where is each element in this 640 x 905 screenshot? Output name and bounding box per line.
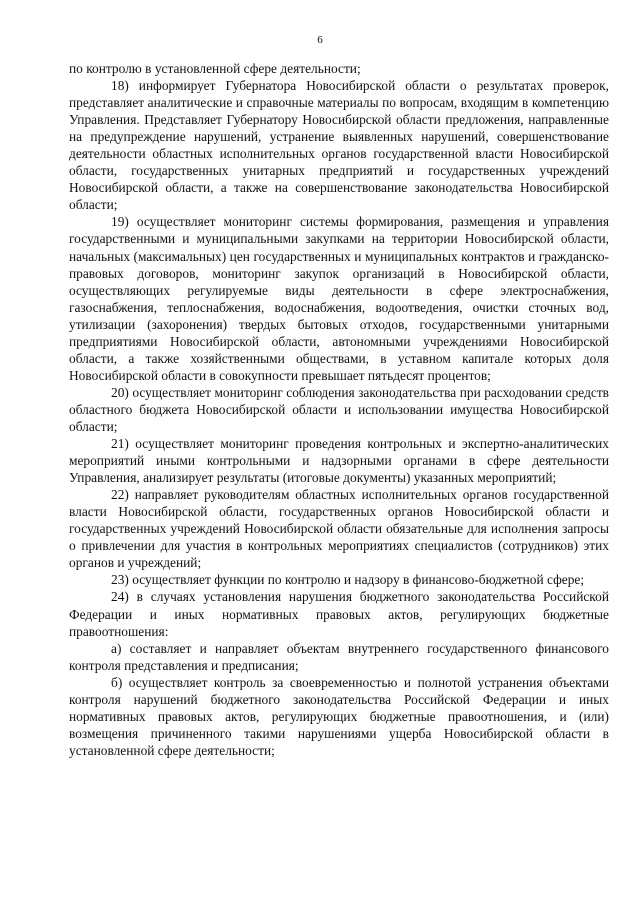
paragraph-item-19: 19) осуществляет мониторинг системы формирования, размещения и управления государственными и муниципальными закупками на территории Новосибирской области, начальных (максимальных) цен государственных и муниципальных контрактов и гражданско-правовых договоров, мониторинг закупок организаций в Новосибирской области, осуществляющих регулируемые виды деятельности в сфере электроснабжения, газоснабжения, теплоснабжения, водоснабжения, водоотведения, очистки сточных вод, утилизации (захоронения) твердых бытовых отходов, государственными унитарными предприятиями Новосибирской области, автономными учреждениями Новосибирской области, а также хозяйственными обществами, в уставном капитале которых доля Новосибирской области в совокупности превышает пятьдесят процентов; <box>69 214 609 383</box>
paragraph-item-20: 20) осуществляет мониторинг соблюдения законодательства при расходовании средств областного бюджета Новосибирской области и использовании имущества Новосибирской области; <box>69 384 609 434</box>
paragraph-subitem-a: а) составляет и направляет объектам внутреннего государственного финансового контроля представления и предписания; <box>69 640 609 673</box>
paragraph-item-22: 22) направляет руководителям областных исполнительных органов государственной власти Новосибирской области, государственных органов Новосибирской области и государственных учреждений Новосибирской области обязательные для исполнения запросы о привлечении для участия в контрольных мероприятиях специалистов (сотрудников) этих органов и учреждений; <box>69 487 609 571</box>
paragraph-continuation: по контролю в установленной сфере деятельности; <box>69 61 361 76</box>
paragraph-item-23: 23) осуществляет функции по контролю и надзору в финансово-бюджетной сфере; <box>111 572 585 588</box>
document-body <box>69 60 609 759</box>
paragraph-subitem-b: б) осуществляет контроль за своевременностью и полнотой устранения объектами контроля нарушений бюджетного законодательства Российской Федерации и иных нормативных правовых актов, регулирующих бюджетные правоотношения, и (или) возмещения причиненного такими нарушениями ущерба Новосибирской области в установленной сфере деятельности; <box>69 674 609 758</box>
paragraph-item-24: 24) в случаях установления нарушения бюджетного законодательства Российской Федерации и иных нормативных правовых актов, регулирующих бюджетные правоотношения: <box>69 589 609 639</box>
paragraph-item-18: 18) информирует Губернатора Новосибирской области о результатах проверок, представляет аналитические и справочные материалы по вопросам, входящим в компетенцию Управления. Представляет Губернатору Новосибирской области предложения, направленные на предупреждение нарушений, устранение выявленных нарушений, совершенствование деятельности областных исполнительных органов государственной власти Новосибирской области, государственных унитарных предприятий и государственных учреждений Новосибирской области, а также на совершенствование законодательства Новосибирской области; <box>69 78 609 213</box>
paragraph-item-21: 21) осуществляет мониторинг проведения контрольных и экспертно-аналитических мероприятий иными контрольными и надзорными органами в сфере деятельности Управления, анализирует результаты (итоговые документы) указанных мероприятий; <box>69 436 609 486</box>
page-number: 6 <box>317 34 323 46</box>
